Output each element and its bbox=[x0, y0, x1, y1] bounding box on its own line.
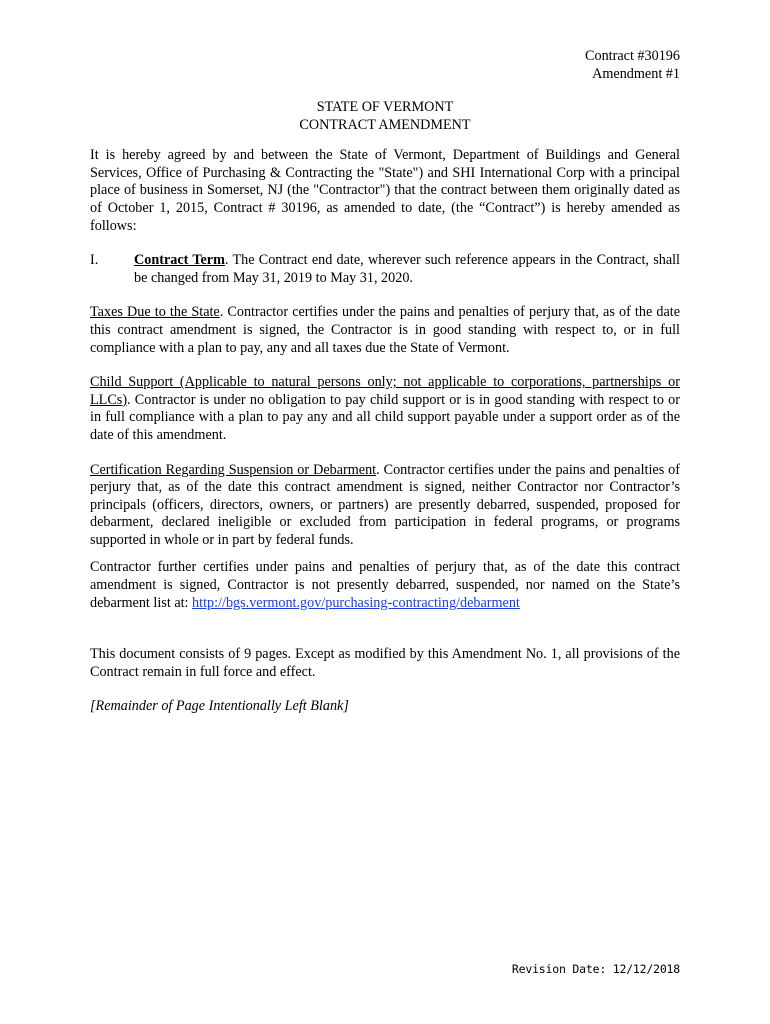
title-line-1: STATE OF VERMONT bbox=[316, 99, 454, 116]
taxes-heading: Taxes Due to the State bbox=[90, 304, 220, 321]
taxes-paragraph bbox=[90, 304, 680, 357]
certification-heading: Certification Regarding Suspension or Debarment bbox=[90, 461, 377, 478]
child-support-text: . Contractor is under no obligation to pay child support or is in good standing with respect to or in full compliance with a plan to pay any and all child support payable under a support order as of the date of this amendment. bbox=[90, 391, 680, 443]
section-text: . The Contract end date, wherever such reference appears in the Contract, shall be changed from May 31, 2019 to May 31, 2020. bbox=[134, 252, 681, 286]
revision-date: Revision Date: 12/12/2018 bbox=[511, 962, 680, 976]
remainder-blank-note: [Remainder of Page Intentionally Left Blank] bbox=[90, 698, 349, 715]
certification-text: . Contractor certifies under the pains and penalties of perjury that, as of the date this contract amendment is signed, neither Contractor nor Contractor’s principals (officers, directors, owners, or partners) are presently debarred, suspended, proposed for debarment, declared ineligible or excluded from participation in federal programs, or programs supported in whole or in part by federal funds. bbox=[90, 461, 680, 548]
taxes-text: . Contractor certifies under the pains and penalties of perjury that, as of the date this contract amendment is signed, the Contractor is in good standing with respect to, or in full compliance with a plan to pay, any and all taxes due the State of Vermont. bbox=[90, 304, 680, 356]
further-certification-text: Contractor further certifies under pains and penalties of perjury that, as of the date this contract amendment is signed, Contractor is not presently debarred, suspended, nor named on the State’s debarment list at: bbox=[90, 559, 680, 611]
contract-header bbox=[90, 48, 680, 83]
debarment-list-link[interactable]: http://bgs.vermont.gov/purchasing-contracting/debarment bbox=[192, 594, 520, 611]
title-line-2: CONTRACT AMENDMENT bbox=[299, 117, 471, 134]
further-certification-paragraph bbox=[90, 559, 680, 612]
section-heading: Contract Term bbox=[134, 252, 225, 269]
child-support-heading: Child Support (Applicable to natural persons only; not applicable to corporations, partnerships or LLCs) bbox=[90, 374, 680, 408]
section-contract-term bbox=[90, 252, 680, 287]
document-title bbox=[90, 98, 680, 134]
section-body bbox=[134, 252, 680, 287]
contract-number: Contract #30196 bbox=[585, 48, 680, 64]
section-number: I. bbox=[90, 252, 99, 269]
child-support-paragraph bbox=[90, 374, 680, 444]
amendment-number: Amendment #1 bbox=[592, 65, 680, 82]
document-pages-paragraph: This document consists of 9 pages. Except as modified by this Amendment No. 1, all provisions of the Contract remain in full force and effect. bbox=[90, 646, 680, 680]
certification-paragraph bbox=[90, 462, 680, 550]
intro-paragraph: It is hereby agreed by and between the State of Vermont, Department of Buildings and General Services, Office of Purchasing & Contracting the "State") and SHI International Corp with a principal place of business in Somerset, NJ (the "Contractor") that the contract between them originally dated as of October 1, 2015, Contract # 30196, as amended to date, (the “Contract”) is hereby amended as follows: bbox=[90, 147, 680, 234]
document-content bbox=[90, 48, 680, 716]
